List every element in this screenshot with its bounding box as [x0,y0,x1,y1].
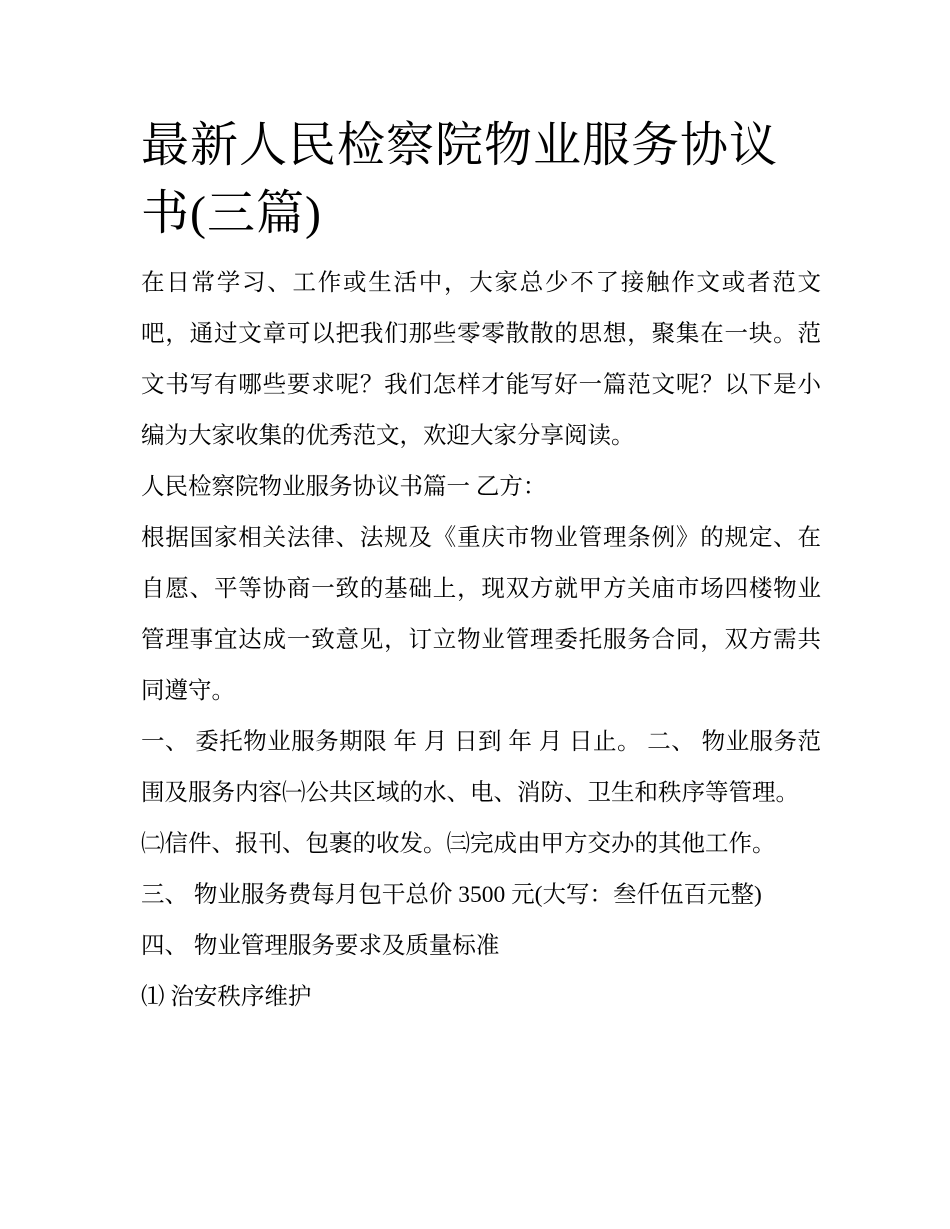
section-heading: 人民检察院物业服务协议书篇一 乙方： [141,474,547,500]
intro-paragraph: 在日常学习、工作或生活中，大家总少不了接触作文或者范文吧，通过文章可以把我们那些零零散散的思想，聚集在一块。范文书写有哪些要求呢？我们怎样才能写好一篇范文呢？以下是小编为大家收集的优秀范文，欢迎大家分享阅读。 [141,270,821,449]
document-page [141,112,821,1023]
document-title: 最新人民检察院物业服务协议书(三篇) [141,119,779,240]
body-paragraph: 根据国家相关法律、法规及《重庆市物业管理条例》的规定、在自愿、平等协商一致的基础上，现双方就甲方关庙市场四楼物业管理事宜达成一致意见，订立物业管理委托服务合同，双方需共同遵守。 [141,525,821,704]
sub-item-one: ⑴ 治安秩序维护 [141,984,312,1010]
clause-three: 三、 物业服务费每月包干总价 3500 元(大写：叁仟伍百元整) [141,882,762,908]
clause-one-two: 一、 委托物业服务期限 年 月 日到 年 月 日止。 二、 物业服务范围及服务内容㈠公共区域的水、电、消防、卫生和秩序等管理。 [141,729,821,806]
clause-four: 四、 物业管理服务要求及质量标准 [141,933,500,959]
clause-items: ㈡信件、报刊、包裹的收发。㈢完成由甲方交办的其他工作。 [141,831,776,857]
